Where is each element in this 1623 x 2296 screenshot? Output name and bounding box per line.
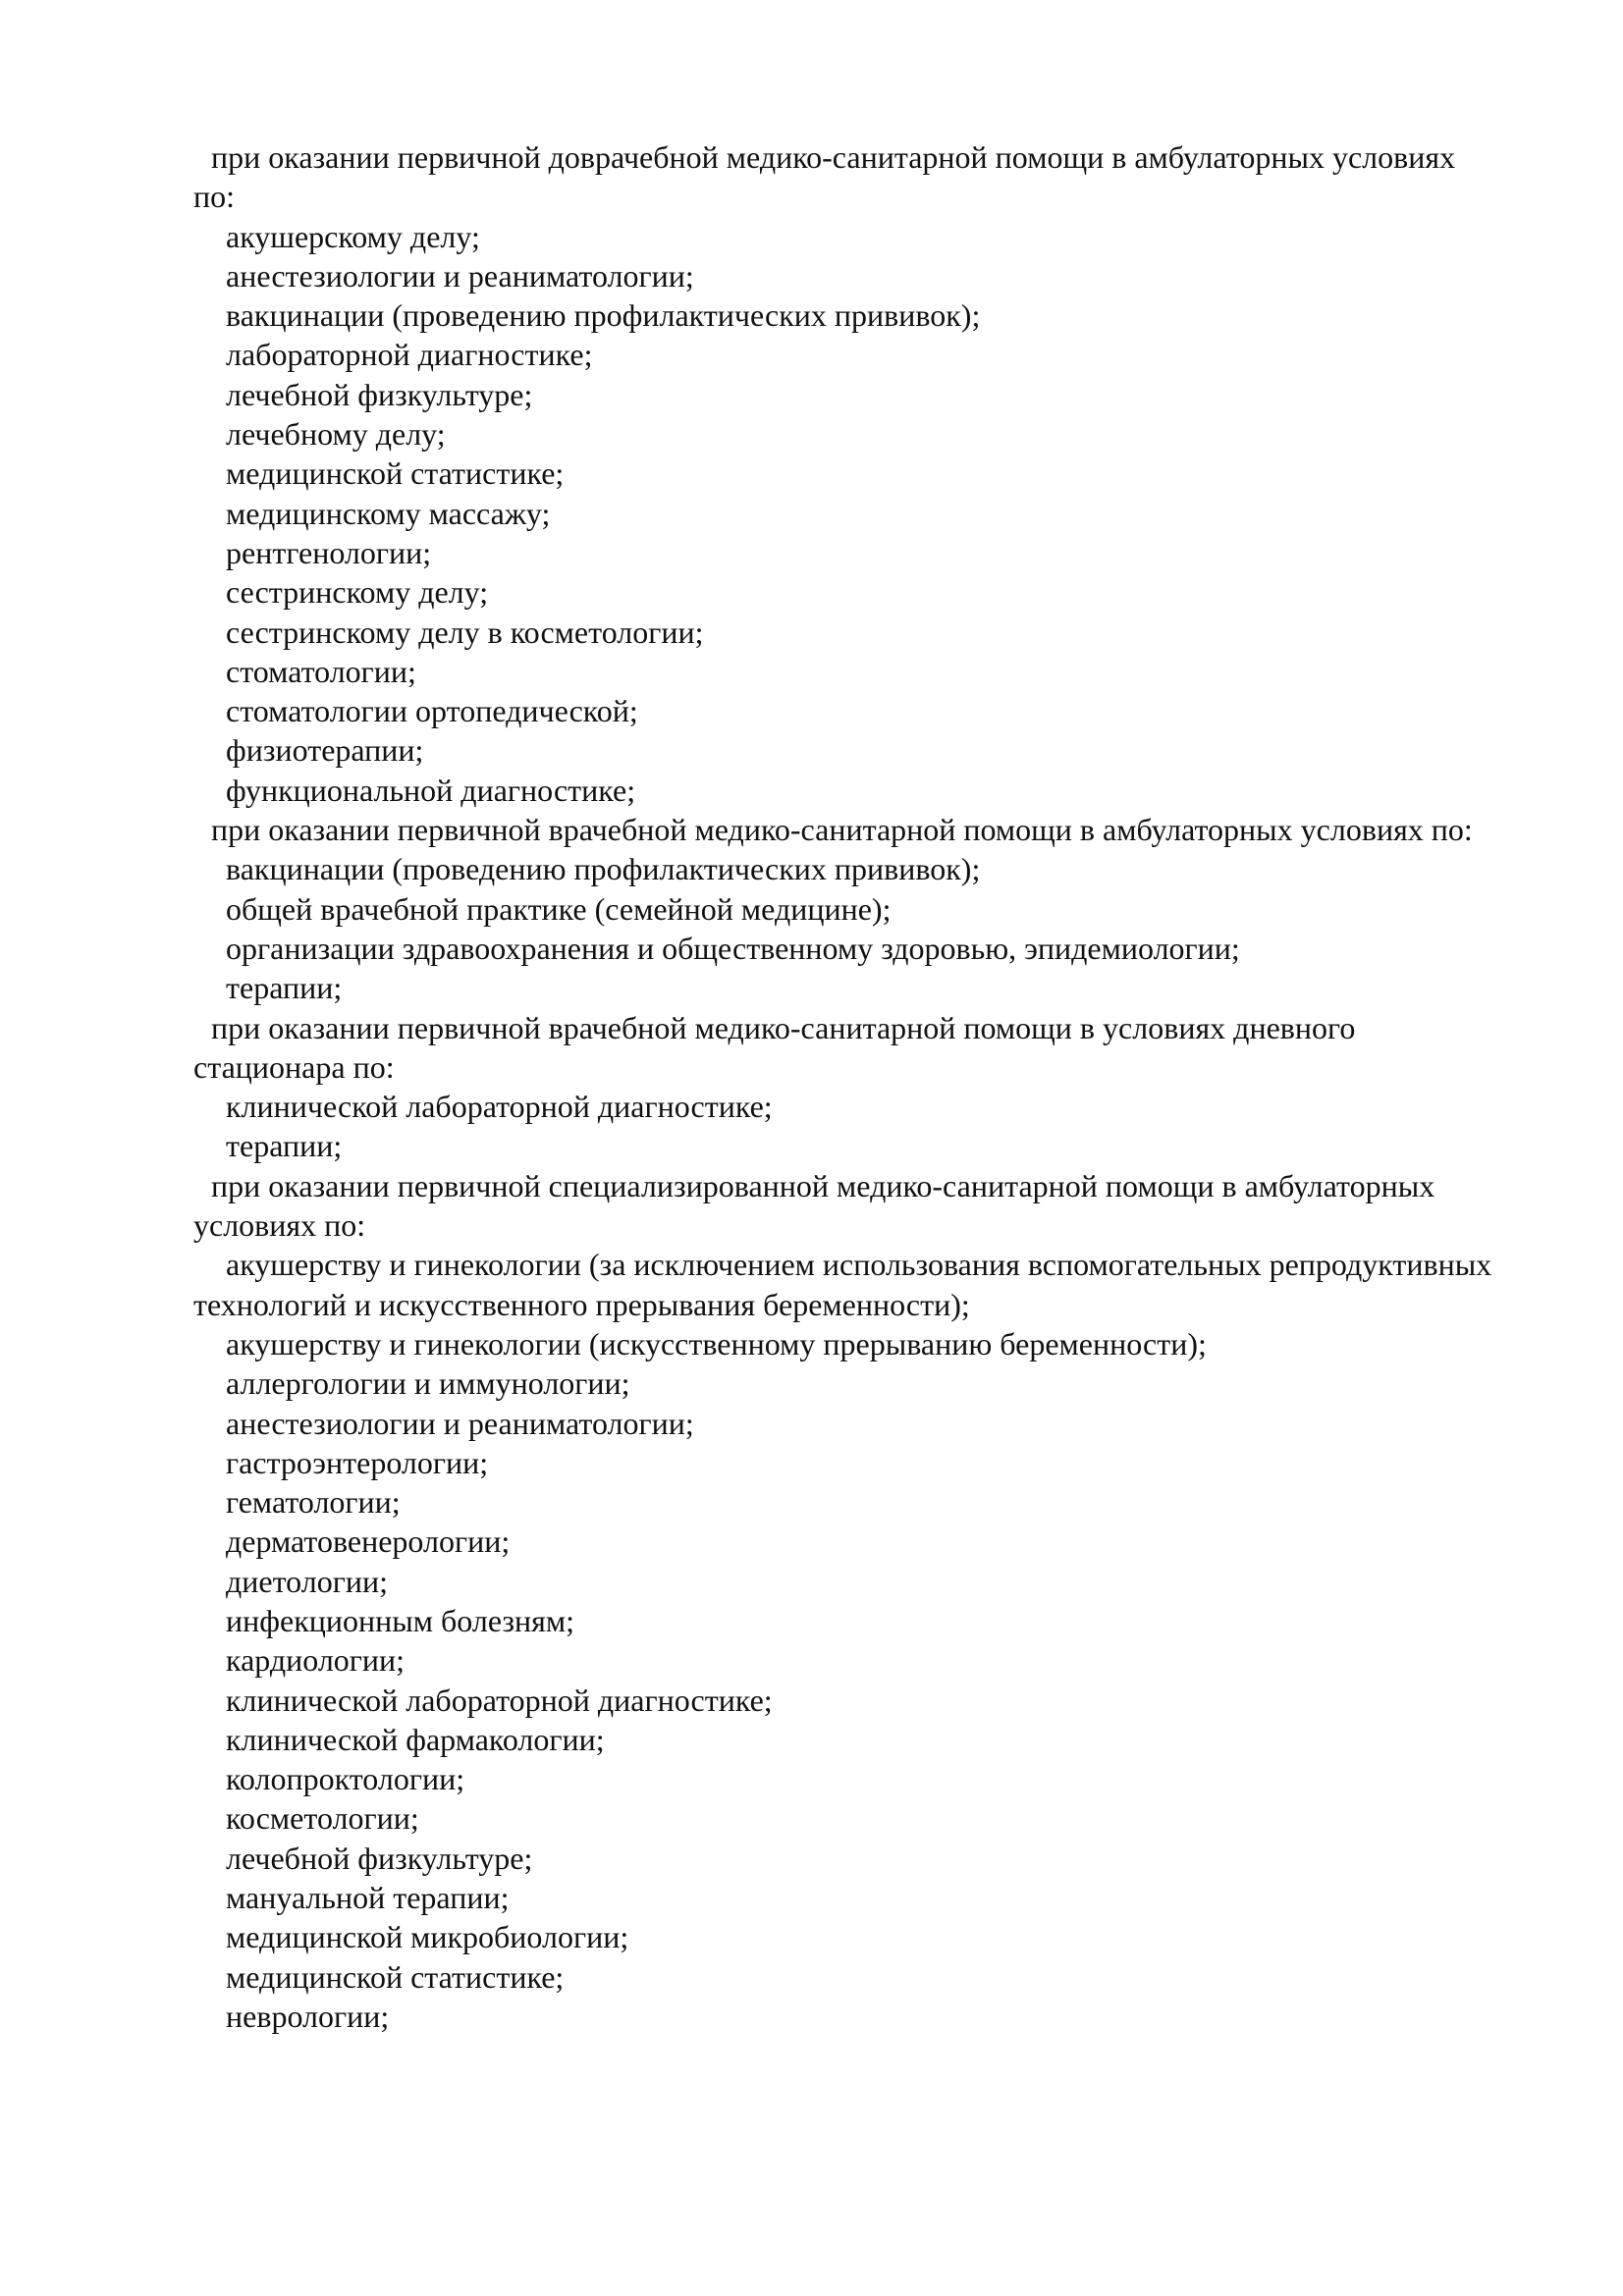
text-line: медицинской статистике; xyxy=(226,455,565,492)
text-line: анестезиологии и реаниматологии; xyxy=(226,1405,694,1441)
text-line: аллергологии и иммунологии; xyxy=(226,1365,630,1402)
list-item xyxy=(193,1720,1568,1759)
text-line: вакцинации (проведению профилактических прививок); xyxy=(226,851,981,887)
list-item xyxy=(193,1839,1568,1878)
list-item xyxy=(193,494,1568,533)
text-line: лечебной физкультуре; xyxy=(226,1840,533,1876)
list-item xyxy=(193,1997,1568,2036)
text-line: медицинской статистике; xyxy=(226,1958,565,1995)
list-item xyxy=(193,1404,1568,1443)
text-line: гематологии; xyxy=(226,1484,401,1521)
text-line: стационара по: xyxy=(193,1048,395,1085)
text-line: организации здравоохранения и общественному здоровью, эпидемиологии; xyxy=(226,930,1240,966)
list-item xyxy=(193,454,1568,493)
text-line: косметологии; xyxy=(226,1800,419,1837)
text-line: колопроктологии; xyxy=(226,1761,465,1797)
text-line: терапии; xyxy=(226,1128,343,1164)
text-line: медицинскому массажу; xyxy=(226,495,551,531)
list-item xyxy=(193,1126,1568,1165)
text-line: гастроэнтерологии; xyxy=(226,1444,489,1480)
text-line: технологий и искусственного прерывания беременности); xyxy=(193,1286,970,1322)
text-line: лечебной физкультуре; xyxy=(226,376,533,412)
document-body xyxy=(193,137,1568,2036)
list-item xyxy=(193,1087,1568,1126)
list-item xyxy=(193,1759,1568,1798)
text-line: сестринскому делу; xyxy=(226,574,489,611)
text-line: акушерству и гинекологии (искусственному прерыванию беременности); xyxy=(226,1325,1207,1362)
list-item xyxy=(193,533,1568,572)
text-line: рентгенологии; xyxy=(226,534,432,570)
text-line: лабораторной диагностике; xyxy=(226,337,593,373)
section-heading xyxy=(193,810,1568,849)
list-item xyxy=(193,1443,1568,1482)
text-line: акушерскому делу; xyxy=(226,218,480,254)
list-item xyxy=(193,335,1568,374)
list-item xyxy=(193,1245,1568,1324)
list-item xyxy=(193,691,1568,730)
list-item xyxy=(193,1324,1568,1363)
text-line: акушерству и гинекологии (за исключением использования вспомогательных репродуктивных xyxy=(226,1247,1492,1283)
text-line: лечебному делу; xyxy=(226,416,446,453)
list-item xyxy=(193,1878,1568,1917)
text-line: анестезиологии и реаниматологии; xyxy=(226,257,694,294)
list-item xyxy=(193,414,1568,454)
list-item xyxy=(193,849,1568,888)
list-item xyxy=(193,929,1568,968)
text-line: стоматологии; xyxy=(226,653,416,689)
section-heading xyxy=(193,1166,1568,1246)
text-line: мануальной терапии; xyxy=(226,1880,510,1916)
text-line: медицинской микробиологии; xyxy=(226,1919,629,1955)
text-line: кардиологии; xyxy=(226,1642,406,1679)
text-line: клинической лабораторной диагностике; xyxy=(226,1682,773,1718)
list-item xyxy=(193,968,1568,1007)
list-item xyxy=(193,375,1568,414)
list-item xyxy=(193,1522,1568,1561)
text-line: клинической лабораторной диагностике; xyxy=(226,1089,773,1125)
list-item xyxy=(193,1640,1568,1680)
text-line: дерматовенерологии; xyxy=(226,1523,511,1560)
text-line: инфекционным болезням; xyxy=(226,1602,575,1638)
list-item xyxy=(193,771,1568,810)
section-heading xyxy=(193,137,1568,217)
list-item xyxy=(193,1363,1568,1403)
text-line: при оказании первичной доврачебной медико-санитарной помощи в амбулаторных условиях xyxy=(211,139,1456,175)
list-item xyxy=(193,1601,1568,1640)
text-line: общей врачебной практике (семейной медицине); xyxy=(226,890,892,927)
text-line: при оказании первичной врачебной медико-санитарной помощи в условиях дневного xyxy=(211,1009,1356,1045)
text-line: сестринскому делу в косметологии; xyxy=(226,614,704,650)
list-item xyxy=(193,1798,1568,1838)
list-item xyxy=(193,1482,1568,1522)
list-item xyxy=(193,1562,1568,1601)
text-line: неврологии; xyxy=(226,1998,390,2034)
text-line: физиотерапии; xyxy=(226,732,424,769)
list-item xyxy=(193,889,1568,929)
list-item xyxy=(193,1681,1568,1720)
list-item xyxy=(193,256,1568,295)
list-item xyxy=(193,572,1568,612)
list-item xyxy=(193,652,1568,691)
text-line: при оказании первичной специализированной медико-санитарной помощи в амбулаторных xyxy=(211,1167,1435,1203)
text-line: терапии; xyxy=(226,970,343,1006)
text-line: клинической фармакологии; xyxy=(226,1721,605,1757)
list-item xyxy=(193,217,1568,256)
text-line: функциональной диагностике; xyxy=(226,772,636,808)
text-line: вакцинации (проведению профилактических прививок); xyxy=(226,297,981,334)
list-item xyxy=(193,613,1568,652)
list-item xyxy=(193,295,1568,335)
text-line: стоматологии ортопедической; xyxy=(226,693,638,729)
section-heading xyxy=(193,1008,1568,1088)
list-item xyxy=(193,730,1568,770)
text-line: условиях по: xyxy=(193,1207,366,1244)
text-line: диетологии; xyxy=(226,1563,388,1599)
list-item xyxy=(193,1917,1568,1956)
list-item xyxy=(193,1957,1568,1997)
text-line: по: xyxy=(193,179,236,215)
text-line: при оказании первичной врачебной медико-санитарной помощи в амбулаторных условиях по: xyxy=(211,812,1473,848)
